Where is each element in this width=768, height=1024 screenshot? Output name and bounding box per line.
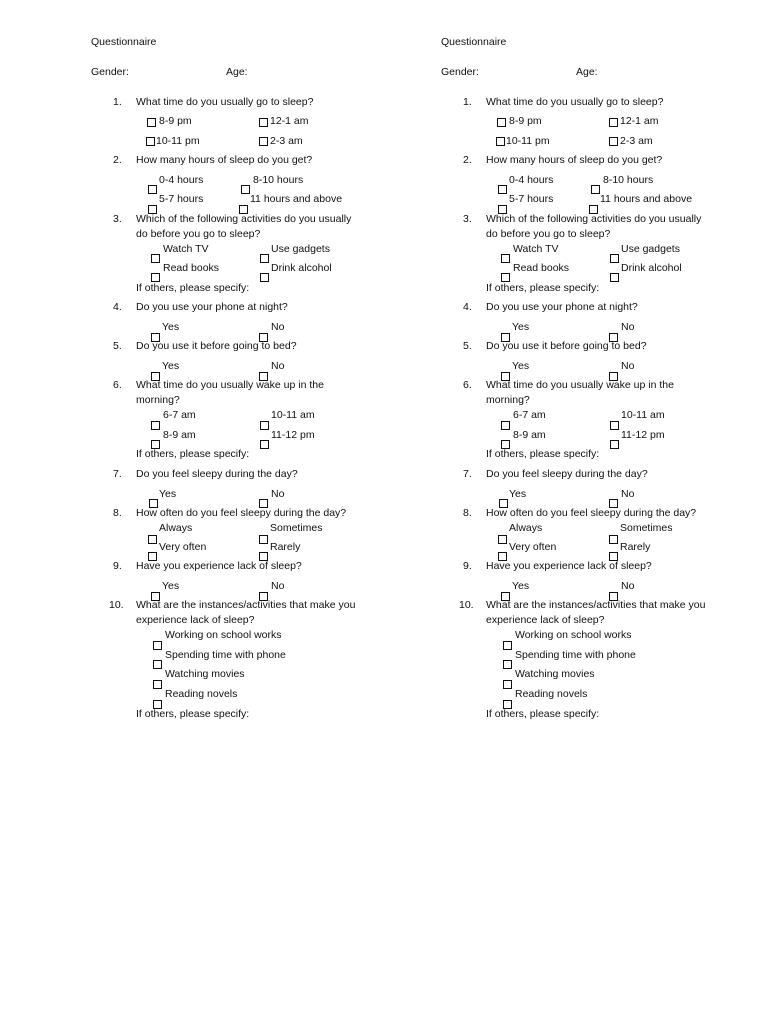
checkbox[interactable] (503, 680, 512, 689)
question-number: 5. (113, 340, 122, 352)
specify-label: If others, please specify: (136, 282, 250, 294)
option-label: 8-10 hours (603, 174, 654, 186)
option-label: Drink alcohol (271, 262, 332, 274)
option-label: Read books (513, 262, 570, 274)
question-text: Do you feel sleepy during the day? (486, 468, 648, 480)
option-label: Spending time with phone (165, 649, 286, 661)
option-label: Spending time with phone (515, 649, 636, 661)
question-text: What time do you usually wake up in the (136, 379, 324, 391)
checkbox[interactable] (148, 535, 157, 544)
question-text: Do you use it before going to bed? (136, 340, 297, 352)
option-label: Yes (162, 580, 180, 592)
checkbox[interactable] (151, 254, 160, 263)
question-text: Have you experience lack of sleep? (486, 560, 652, 572)
option-label: 10-11 am (621, 409, 665, 421)
checkbox[interactable] (259, 137, 268, 146)
option-label: 10-11 pm (506, 135, 550, 147)
checkbox[interactable] (151, 273, 160, 282)
checkbox[interactable] (259, 535, 268, 544)
option-label: No (271, 580, 285, 592)
option-label: Sometimes (270, 522, 323, 534)
option-label: Watching movies (515, 668, 595, 680)
question-number: 2. (113, 154, 122, 166)
option-label: 5-7 hours (159, 193, 204, 205)
question-text: Do you use your phone at night? (136, 301, 288, 313)
option-label: Working on school works (515, 629, 632, 641)
checkbox[interactable] (260, 440, 269, 449)
checkbox[interactable] (260, 421, 269, 430)
option-label: 0-4 hours (509, 174, 554, 186)
option-label: 12-1 am (270, 115, 309, 127)
option-label: 12-1 am (620, 115, 659, 127)
question-text: How often do you feel sleepy during the day? (136, 507, 347, 519)
form-title: Questionnaire (91, 36, 157, 48)
question-number: 9. (113, 560, 122, 572)
question-text: Do you feel sleepy during the day? (136, 468, 298, 480)
question-text: How often do you feel sleepy during the day? (486, 507, 697, 519)
checkbox[interactable] (609, 118, 618, 127)
question-text: do before you go to sleep? (136, 228, 261, 240)
questionnaire-form-right (350, 0, 734, 1024)
option-label: 11 hours and above (250, 193, 343, 205)
option-label: 11-12 pm (621, 429, 665, 441)
question-number: 2. (463, 154, 472, 166)
question-text: Do you use it before going to bed? (486, 340, 647, 352)
option-label: No (621, 321, 635, 333)
question-number: 1. (113, 96, 122, 108)
question-number: 4. (113, 301, 122, 313)
specify-label: If others, please specify: (136, 448, 250, 460)
option-label: No (271, 488, 285, 500)
checkbox[interactable] (609, 137, 618, 146)
option-label: Very often (159, 541, 207, 553)
option-label: Yes (512, 580, 530, 592)
question-text: What are the instances/activities that make you (136, 599, 356, 611)
question-number: 3. (463, 213, 472, 225)
option-label: 10-11 am (271, 409, 315, 421)
question-text: experience lack of sleep? (486, 614, 605, 626)
checkbox[interactable] (609, 535, 618, 544)
checkbox[interactable] (148, 185, 157, 194)
option-label: 8-9 am (163, 429, 196, 441)
option-label: 8-9 pm (509, 115, 542, 127)
option-label: Yes (159, 488, 177, 500)
question-text: Which of the following activities do you usually (136, 213, 352, 225)
option-label: 0-4 hours (159, 174, 204, 186)
option-label: 5-7 hours (509, 193, 554, 205)
option-label: No (621, 488, 635, 500)
option-label: Read books (163, 262, 220, 274)
question-number: 10. (109, 599, 124, 611)
checkbox[interactable] (610, 440, 619, 449)
question-text: Have you experience lack of sleep? (136, 560, 302, 572)
checkbox[interactable] (610, 254, 619, 263)
question-text: What are the instances/activities that make you (486, 599, 706, 611)
option-label: Very often (509, 541, 557, 553)
checkbox[interactable] (147, 118, 156, 127)
question-text: morning? (136, 394, 180, 406)
form-title: Questionnaire (441, 36, 507, 48)
option-label: Always (159, 522, 193, 534)
question-number: 4. (463, 301, 472, 313)
option-label: 11 hours and above (600, 193, 693, 205)
specify-label: If others, please specify: (486, 282, 600, 294)
question-text: morning? (486, 394, 530, 406)
question-number: 7. (463, 468, 472, 480)
option-label: Yes (162, 321, 180, 333)
option-label: No (621, 580, 635, 592)
checkbox[interactable] (153, 660, 162, 669)
checkbox[interactable] (241, 185, 250, 194)
checkbox[interactable] (501, 254, 510, 263)
option-label: Working on school works (165, 629, 282, 641)
option-label: 8-10 hours (253, 174, 304, 186)
question-text: Do you use your phone at night? (486, 301, 638, 313)
question-number: 10. (459, 599, 474, 611)
age-label: Age: (576, 66, 598, 78)
question-text: Which of the following activities do you usually (486, 213, 702, 225)
checkbox[interactable] (151, 421, 160, 430)
option-label: No (271, 360, 285, 372)
gender-label: Gender: (441, 66, 479, 78)
question-text: What time do you usually wake up in the (486, 379, 674, 391)
checkbox[interactable] (498, 185, 507, 194)
checkbox[interactable] (501, 273, 510, 282)
question-number: 3. (113, 213, 122, 225)
question-number: 5. (463, 340, 472, 352)
question-text: How many hours of sleep do you get? (486, 154, 663, 166)
option-label: Yes (509, 488, 527, 500)
question-number: 6. (113, 379, 122, 391)
option-label: 6-7 am (163, 409, 196, 421)
option-label: Rarely (620, 541, 651, 553)
option-label: No (621, 360, 635, 372)
option-label: No (271, 321, 285, 333)
option-label: Always (509, 522, 543, 534)
option-label: Sometimes (620, 522, 673, 534)
option-label: Use gadgets (621, 243, 680, 255)
option-label: 6-7 am (513, 409, 546, 421)
checkbox[interactable] (496, 137, 505, 146)
checkbox[interactable] (153, 641, 162, 650)
option-label: Drink alcohol (621, 262, 682, 274)
checkbox[interactable] (259, 118, 268, 127)
checkbox[interactable] (260, 273, 269, 282)
checkbox[interactable] (591, 185, 600, 194)
option-label: 2-3 am (620, 135, 653, 147)
question-number: 6. (463, 379, 472, 391)
gender-label: Gender: (91, 66, 129, 78)
checkbox[interactable] (610, 273, 619, 282)
specify-label: If others, please specify: (136, 708, 250, 720)
option-label: Yes (512, 321, 530, 333)
checkbox[interactable] (497, 118, 506, 127)
question-number: 9. (463, 560, 472, 572)
option-label: Watch TV (163, 243, 209, 255)
specify-label: If others, please specify: (486, 448, 600, 460)
option-label: Use gadgets (271, 243, 330, 255)
option-label: 2-3 am (270, 135, 303, 147)
checkbox[interactable] (503, 660, 512, 669)
option-label: 10-11 pm (156, 135, 200, 147)
question-text: What time do you usually go to sleep? (136, 96, 314, 108)
question-text: What time do you usually go to sleep? (486, 96, 664, 108)
checkbox[interactable] (498, 535, 507, 544)
option-label: 8-9 pm (159, 115, 192, 127)
option-label: Reading novels (515, 688, 588, 700)
option-label: 8-9 am (513, 429, 546, 441)
checkbox[interactable] (503, 641, 512, 650)
checkbox[interactable] (153, 680, 162, 689)
option-label: Watch TV (513, 243, 559, 255)
checkbox[interactable] (610, 421, 619, 430)
option-label: Reading novels (165, 688, 238, 700)
age-label: Age: (226, 66, 248, 78)
option-label: Rarely (270, 541, 301, 553)
question-text: experience lack of sleep? (136, 614, 255, 626)
question-number: 8. (463, 507, 472, 519)
question-number: 1. (463, 96, 472, 108)
checkbox[interactable] (146, 137, 155, 146)
question-number: 8. (113, 507, 122, 519)
specify-label: If others, please specify: (486, 708, 600, 720)
option-label: Yes (162, 360, 180, 372)
checkbox[interactable] (260, 254, 269, 263)
question-number: 7. (113, 468, 122, 480)
question-text: do before you go to sleep? (486, 228, 611, 240)
option-label: Watching movies (165, 668, 245, 680)
question-text: How many hours of sleep do you get? (136, 154, 313, 166)
option-label: Yes (512, 360, 530, 372)
option-label: 11-12 pm (271, 429, 315, 441)
checkbox[interactable] (501, 421, 510, 430)
